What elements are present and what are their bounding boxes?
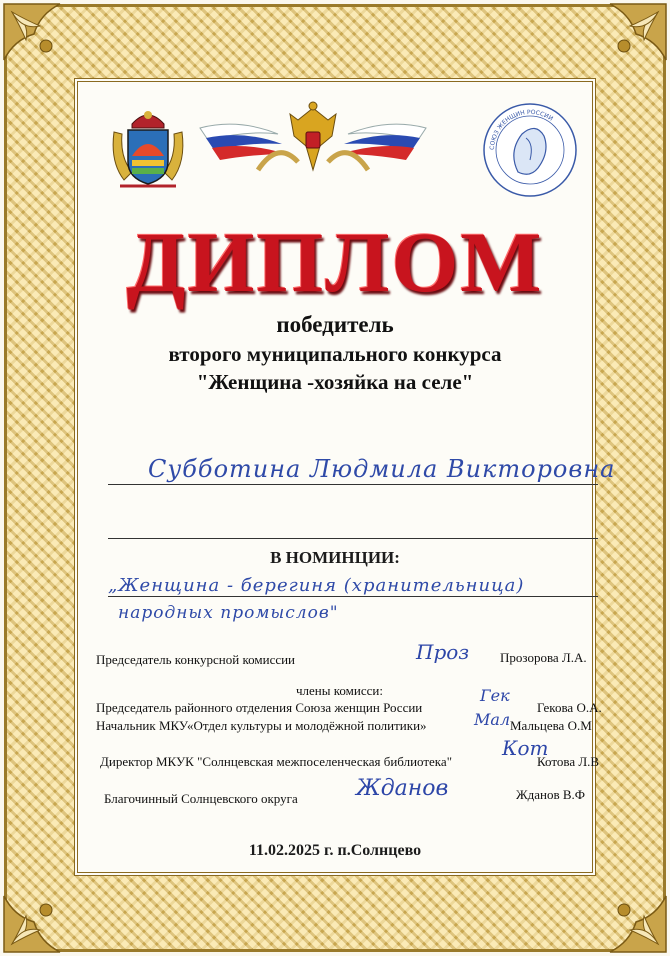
date-and-place: 11.02.2025 г. п.Солнцево <box>248 842 422 859</box>
nomination-heading: В НОМИНЦИИ: <box>270 548 400 567</box>
russian-eagle-emblem-icon <box>198 100 428 180</box>
winner-name: Субботина Людмила Викторовна <box>148 455 616 483</box>
corner-ornament-bottom-left <box>0 864 92 956</box>
member3-name: Котова Л.В <box>537 754 600 769</box>
logo-ring-text: СОЮЗ ЖЕНЩИН РОССИИ <box>488 108 555 151</box>
member1-label: Председатель районного отделения Союза женщин России <box>96 700 423 715</box>
chair-signature: Проз <box>416 640 470 664</box>
nomination-underline-1 <box>108 596 598 597</box>
member3-label: Директор МКУК "Солнцевская межпоселенческая библиотека" <box>100 754 452 769</box>
members-label: члены комисси: <box>296 683 383 698</box>
member2-name: Мальцева О.М <box>510 718 592 733</box>
subtitle-contest-name: "Женщина -хозяйка на селе" <box>196 370 474 394</box>
chair-name: Прозорова Л.А. <box>500 650 587 665</box>
member2-label: Начальник МКУ«Отдел культуры и молодёжной политики» <box>96 718 427 733</box>
corner-ornament-bottom-right <box>578 864 670 956</box>
blank-underline <box>108 538 598 539</box>
member4-label: Благочинный Солнцевского округа <box>104 791 298 806</box>
subtitle-winner: победитель <box>276 312 394 337</box>
member1-name: Гекова О.А. <box>537 700 602 715</box>
nomination-text-line-2: народных промыслов" <box>118 603 339 623</box>
union-of-women-of-russia-logo-icon <box>478 98 582 202</box>
member4-name: Жданов В.Ф <box>516 787 586 802</box>
subtitle-contest: второго муниципального конкурса <box>168 342 502 366</box>
chair-label: Председатель конкурсной комиссии <box>96 652 296 667</box>
member1-signature: Гек <box>480 686 510 705</box>
member2-signature: Мал <box>474 710 511 729</box>
member4-signature: Жданов <box>356 776 449 801</box>
certificate-title: ДИПЛОМ <box>126 214 544 310</box>
regional-coat-of-arms-icon <box>102 102 194 194</box>
member3-signature: Кот <box>502 736 549 760</box>
nomination-text-line-1: „Женщина - берегиня (хранительница) <box>108 575 525 596</box>
name-underline <box>108 484 598 485</box>
